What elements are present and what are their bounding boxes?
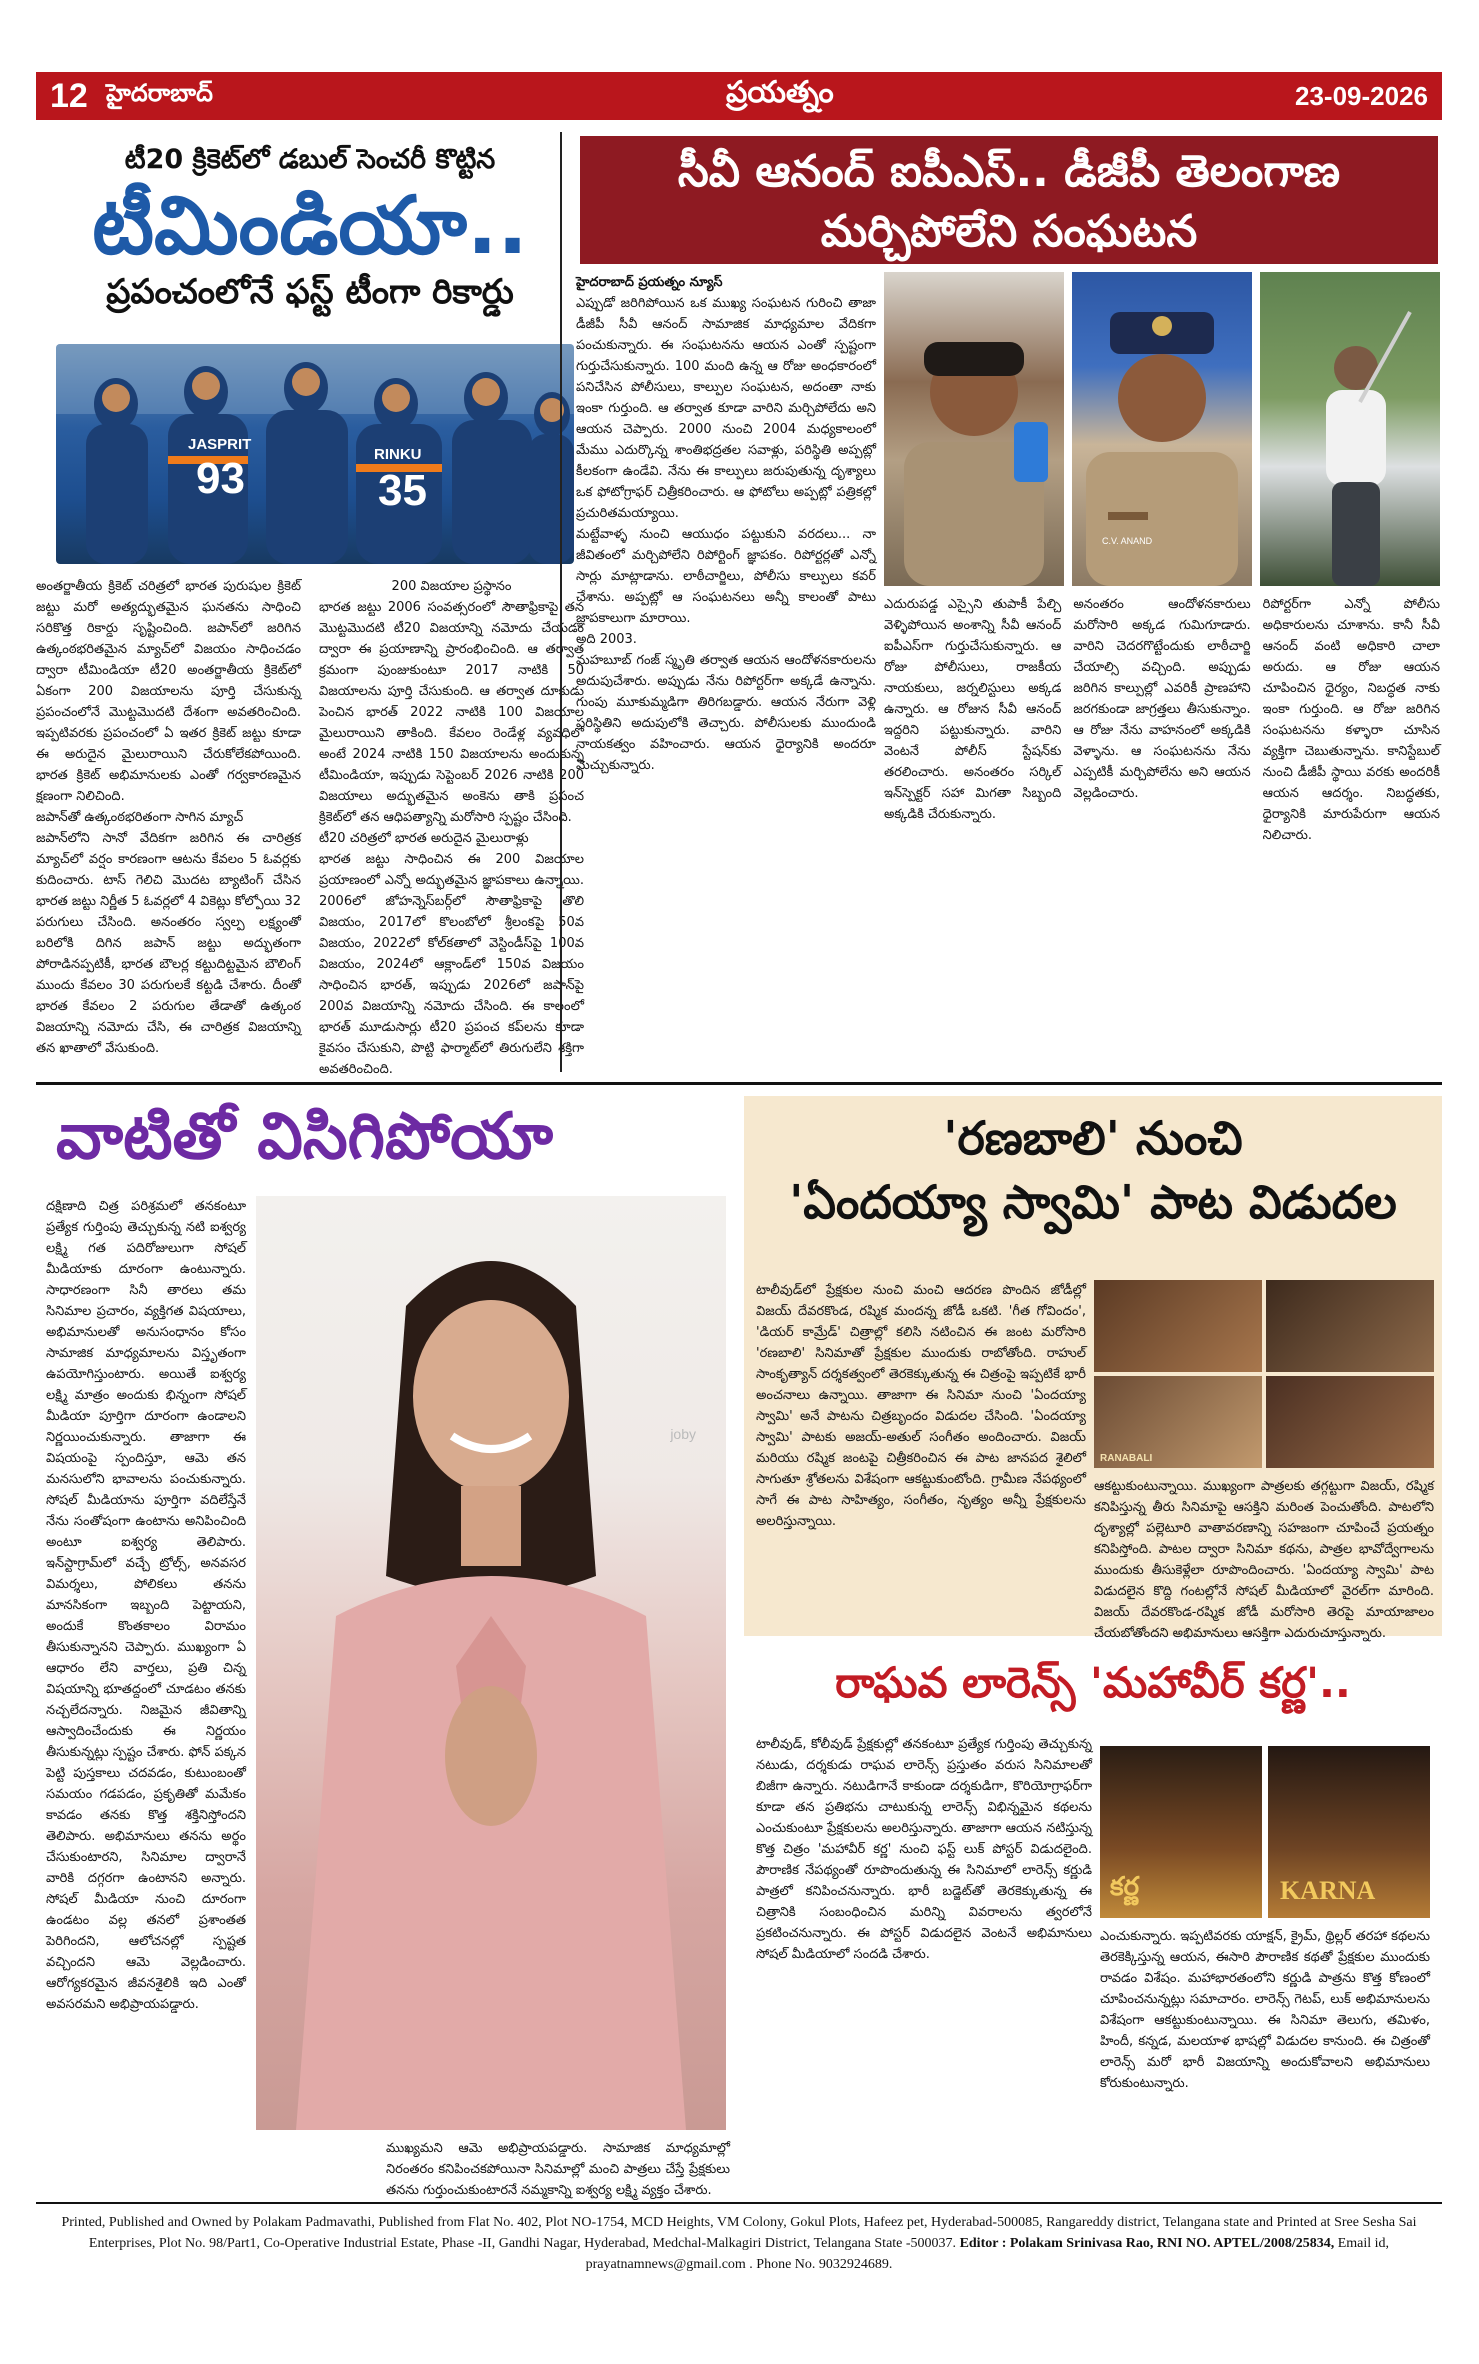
anand-dateline: హైదరాబాద్ ప్రయత్నం న్యూస్ bbox=[576, 275, 723, 290]
jersey-number-2: 35 bbox=[378, 466, 427, 515]
poster-title-telugu: కర్ణ bbox=[1110, 1872, 1139, 1902]
aishwarya-headline: వాటితో విసిగిపోయా bbox=[56, 1100, 553, 1174]
anand-column-3: రిపోర్టర్‌గా ఎన్నో పోలీసు అధికారులను చూశాను. కానీ సీవీ ఆనంద్ వంటి అధికారి చాలా అరుదు. ఆ రోజు ఆయన చూపించిన ధైర్యం, నిబద్ధత నాకు ఇంకా గుర్తుంది. ఆ రోజు జరిగిన సంఘటనను కళ్ళారా చూసిన వ్యక్తిగా చెబుతున్నాను. కానిస్టేబుల్ నుంచి డీజీపీ స్థాయి వరకు అందరికీ ఆయన ఆదర్శం. నిబద్ధతకు, ధైర్యానికి మారుపేరుగా ఆయన నిలిచారు. bbox=[1262, 597, 1440, 843]
lawrence-story bbox=[744, 1650, 1442, 2196]
section-divider bbox=[36, 1082, 1442, 1085]
ranabali-body-1: టాలీవుడ్‌లో ప్రేక్షకుల నుంచి మంచి ఆదరణ పొందిన జోడీల్లో విజయ్ దేవరకొండ, రష్మిక మందన్న జోడీ ఒకటి. 'గీత గోవిందం', 'డియర్ కామ్రేడ్' చిత్రాల్లో కలిసి నటించిన ఈ జంట మరోసారి 'రణబాలి' సినిమాతో ప్రేక్షకుల ముందుకు రాబోతోంది. రాహుల్ సాంకృత్యాన్ దర్శకత్వంలో తెరకెక్కుతున్న ఈ చిత్రంపై ఇప్పటికే భారీ అంచనాలు ఉన్నాయి. తాజాగా ఈ సినిమా నుంచి 'ఏందయ్యా స్వామి' అనే పాటను చిత్రబృందం విడుదల చేసింది. 'ఏందయ్యా స్వామి' పాటకు అజయ్-అతుల్ సంగీతం అందించారు. విజయ్ మరియు రష్మిక జంటపై చిత్రీకరించిన ఈ పాట జానపద శైలిలో సాగుతూ శ్రోతలను విశేషంగా ఆకట్టుకుంటోంది. గ్రామీణ నేపథ్యంలో సాగే ఈ పాట సాహిత్యం, సంగీతం, నృత్యం అన్నీ ప్రేక్షకులను అలరిస్తున్నాయి. bbox=[756, 1283, 1086, 1529]
cricket-subhead-2: 200 విజయాల ప్రస్థానం bbox=[391, 579, 512, 594]
cricket-body bbox=[36, 576, 584, 1080]
cricket-story bbox=[36, 132, 584, 1080]
lawrence-posters bbox=[1100, 1746, 1430, 1918]
lawrence-body-1: టాలీవుడ్, కోలీవుడ్ ప్రేక్షకుల్లో తనకంటూ ప్రత్యేక గుర్తింపు తెచ్చుకున్న నటుడు, దర్శకుడు రాఘవ లారెన్స్ ప్రస్తుతం వరుస సినిమాలతో బిజీగా ఉన్నారు. నటుడిగానే కాకుండా దర్శకుడిగా, కొరియోగ్రాఫర్‌గా కూడా తన ప్రతిభను చాటుకున్న లారెన్స్ విభిన్నమైన కథలను ఎంచుకుంటూ ప్రేక్షకులను అలరిస్తున్నారు. తాజాగా ఆయన నటిస్తున్న కొత్త చిత్రం 'మహావీర్ కర్ణ' నుంచి ఫస్ట్ లుక్ పోస్టర్ విడుదలైంది. పౌరాణిక నేపథ్యంతో రూపొందుతున్న ఈ సినిమాలో లారెన్స్ కర్ణుడి పాత్రలో కనిపించనున్నారు. భారీ బడ్జెట్‌తో తెరకెక్కుతున్న ఈ చిత్రానికి సంబంధించిన మరిన్ని వివరాలను త్వరలోనే ప్రకటించనున్నారు. ఈ పోస్టర్ విడుదలైన వెంటనే అభిమానులు సోషల్ మీడియాలో సందడి చేశారు. bbox=[756, 1737, 1092, 1962]
cricket-kicker: టీ20 క్రికెట్‌లో డబుల్ సెంచరీ కొట్టిన bbox=[124, 144, 496, 175]
lawrence-body-2: ఎంచుకున్నారు. ఇప్పటివరకు యాక్షన్, క్రైమ్, థ్రిల్లర్ తరహా కథలను తెరకెక్కిస్తున్న ఆయన, ఈసారి పౌరాణిక కథతో ప్రేక్షకుల ముందుకు రావడం విశేషం. మహాభారతంలోని కర్ణుడి పాత్రను కొత్త కోణంలో చూపించనున్నట్లు సమాచారం. లారెన్స్ గెటప్, లుక్ అభిమానులను విశేషంగా ఆకట్టుకుంటున్నాయి. ఈ సినిమా తెలుగు, తమిళం, హిందీ, కన్నడ, మలయాళ భాషల్లో విడుదల కానుంది. ఈ చిత్రంతో లారెన్స్ మరో భారీ విజయాన్ని అందుకోవాలని అభిమానులు కోరుకుంటున్నారు. bbox=[1100, 1929, 1430, 2091]
cricket-deck: ప్రపంచంలోనే ఫస్ట్ టీంగా రికార్డు bbox=[106, 272, 514, 312]
cricket-subhead-1: జపాన్‌తో ఉత్కంఠభరితంగా సాగిన మ్యాచ్ bbox=[36, 810, 244, 825]
aishwarya-body: దక్షిణాది చిత్ర పరిశ్రమలో తనకంటూ ప్రత్యేక గుర్తింపు తెచ్చుకున్న నటి ఐశ్వర్య లక్ష్మి గత పదిరోజులుగా సోషల్ మీడియాకు దూరంగా ఉంటున్నారు. సాధారణంగా సినీ తారలు తమ సినిమాల ప్రచారం, వ్యక్తిగత విషయాలు, అభిమానులతో అనుసంధానం కోసం సామాజిక మాధ్యమాలను విస్తృతంగా ఉపయోగిస్తుంటారు. అయితే ఐశ్వర్య లక్ష్మి మాత్రం అందుకు భిన్నంగా సోషల్ మీడియా పూర్తిగా దూరంగా ఉండాలని నిర్ణయించుకున్నారు. తాజాగా ఈ విషయంపై స్పందిస్తూ, ఆమె తన మనసులోని భావాలను పంచుకున్నారు. సోషల్ మీడియాను పూర్తిగా వదిలేస్తేనే నేను సంతోషంగా ఉంటాను అనిపించింది అంటూ ఐశ్వర్య తెలిపారు. ఇన్‌స్టాగ్రామ్‌లో వచ్చే ట్రోల్స్, అనవసర విమర్శలు, పోలికలు తనను మానసికంగా ఇబ్బంది పెట్టాయని, అందుకే కొంతకాలం విరామం తీసుకున్నానని చెప్పారు. ముఖ్యంగా ఏ ఆధారం లేని వార్తలు, ప్రతి చిన్న విషయాన్ని భూతద్దంలో చూడటం తనకు నచ్చలేదన్నారు. నిజమైన జీవితాన్ని ఆస్వాదించేందుకు ఈ నిర్ణయం తీసుకున్నట్లు స్పష్టం చేశారు. ఫోన్ పక్కన పెట్టి పుస్తకాలు చదవడం, కుటుంబంతో సమయం గడపడం, ప్రకృతితో మమేకం కావడం తనకు కొత్త శక్తినిస్తోందని తెలిపారు. అభిమానులు తనను అర్థం చేసుకుంటారని, సినిమాల ద్వారానే వారికి దగ్గరగా ఉంటానని అన్నారు. సోషల్ మీడియా నుంచి దూరంగా ఉండటం వల్ల తనలో ప్రశాంతత పెరిగిందని, ఆలోచనల్లో స్పష్టత వచ్చిందని ఆమె వెల్లడించారు. ఆరోగ్యకరమైన జీవనశైలికి ఇది ఎంతో అవసరమని అభిప్రాయపడ్డారు. bbox=[46, 1199, 246, 2012]
imprint-editor: Editor : Polakam Srinivasa Rao, bbox=[959, 2236, 1154, 2251]
aishwarya-caption: ముఖ్యమని ఆమె అభిప్రాయపడ్డారు. సామాజిక మాధ్యమాల్లో నిరంతరం కనిపించకపోయినా సినిమాల్లో మంచి పాత్రలు చేస్తే ప్రేక్షకులు తనను గుర్తుంచుకుంటారనే నమ్మకాన్ని ఐశ్వర్య లక్ష్మి వ్యక్తం చేశారు. bbox=[386, 2141, 730, 2198]
ranabali-body-2: ఆకట్టుకుంటున్నాయి. ముఖ్యంగా పాత్రలకు తగ్గట్టుగా విజయ్, రష్మిక కనిపిస్తున్న తీరు సినిమాపై ఆసక్తిని మరింత పెంచుతోంది. పాటలోని దృశ్యాల్లో పల్లెటూరి వాతావరణాన్ని సహజంగా చూపించే ప్రయత్నం కనిపిస్తోంది. పాటల ద్వారా సినిమా కథను, పాత్రల భావోద్వేగాలను ముందుకు తీసుకెళ్లేలా రూపొందించారు. 'ఏందయ్యా స్వామి' పాట విడుదలైన కొద్ది గంటల్లోనే సోషల్ మీడియాలో వైరల్‌గా మారింది. విజయ్ దేవరకొండ-రష్మిక జోడీ మరోసారి తెరపై మాయాజాలం చేయబోతోందని అభిమానులు ఆసక్తిగా ఎదురుచూస్తున్నారు. bbox=[1094, 1479, 1434, 1641]
city-label: హైదరాబాద్ bbox=[106, 79, 213, 107]
anand-photo-uniform-figure bbox=[1072, 272, 1252, 586]
ranabali-photo-collage bbox=[1094, 1280, 1434, 1468]
imprint-rni: RNI NO. APTEL/2008/25834, bbox=[1156, 2236, 1335, 2251]
aishwarya-photo-figure bbox=[256, 1196, 726, 2130]
anand-photo-tag: C.V. ANAND bbox=[1102, 536, 1153, 546]
cricket-photo-figures bbox=[56, 344, 574, 564]
anand-headline-line-1: సీవీ ఆనంద్ ఐపీఎస్.. డీజీపీ తెలంగాణ bbox=[677, 146, 1341, 197]
anand-photo-golf-figure bbox=[1260, 272, 1440, 586]
anand-year: అది 2003. bbox=[576, 632, 637, 647]
cricket-subhead-3: టీ20 చరిత్రలో భారత అరుదైన మైలురాళ్లు bbox=[319, 831, 529, 846]
lawrence-headline: రాఘవ లారెన్స్ 'మహావీర్ కర్ణ'.. bbox=[835, 1658, 1351, 1707]
cricket-column-2 bbox=[319, 576, 584, 1080]
cricket-team-photo bbox=[56, 344, 574, 564]
ranabali-badge: RANABALI bbox=[1100, 1453, 1153, 1464]
anand-photo-uniform bbox=[1072, 272, 1252, 586]
imprint-contact: Email id, prayatnamnews@gmail.com . Phone No. 9032924689. bbox=[585, 2236, 1390, 2272]
cricket-column-1 bbox=[36, 576, 301, 1080]
ranabali-still-2 bbox=[1266, 1280, 1434, 1372]
anand-body bbox=[884, 594, 1440, 846]
cricket-paragraph-2: జపాన్‌లోని సానో వేదికగా జరిగిన ఈ చారిత్రక మ్యాచ్‌లో వర్షం కారణంగా ఆటను కేవలం 5 ఓవర్లకు కుదించారు. టాస్ గెలిచి మొదట బ్యాటింగ్ చేసిన భారత జట్టు నిర్ణీత 5 ఓవర్లలో 4 వికెట్లు కోల్పోయి 32 పరుగులు చేసింది. అనంతరం స్వల్ప లక్ష్యంతో బరిలోకి దిగిన జపాన్ జట్టు అద్భుతంగా పోరాడినప్పటికీ, భారత బౌలర్ల కట్టుదిట్టమైన బౌలింగ్ ముందు కేవలం 30 పరుగులకే కట్టడి చేశారు. దీంతో భారత కేవలం 2 పరుగుల తేడాతో ఉత్కంఠ విజయాన్ని నమోదు చేసి, ఈ చారిత్రక విజయాన్ని తన ఖాతాలో వేసుకుంది. bbox=[36, 831, 301, 1056]
imprint-footer bbox=[36, 2202, 1442, 2274]
anand-paragraph-3: మహబూబ్ గంజ్ స్మృతి తర్వాత ఆయన ఆందోళనకారులను అదుపుచేశారు. అప్పుడు నేను రిపోర్టర్‌గా అక్కడే ఉన్నాను. గుంపు మూకుమ్మడిగా తిరిగబడ్డారు. ఆయన నేరుగా వెళ్లి పరిస్థితిని అదుపులోకి తెచ్చారు. పోలీసులకు ముందుండి నాయకత్వం వహించారు. ఆయన ధైర్యానికి అందరూ మెచ్చుకున్నారు. bbox=[576, 653, 876, 773]
jersey-number-1: 93 bbox=[196, 454, 245, 503]
newspaper-brand: ప్రయత్నం bbox=[726, 75, 834, 110]
jersey-name-2: RINKU bbox=[374, 446, 422, 463]
ranabali-headline-line-2: 'ఏందయ్యా స్వామి' పాట విడుదల bbox=[789, 1175, 1397, 1229]
aishwarya-photo bbox=[256, 1196, 726, 2130]
anand-paragraph-1: ఎప్పుడో జరిగిపోయిన ఒక ముఖ్య సంఘటన గురించి తాజా డీజీపీ సీవీ ఆనంద్ సామాజిక మాధ్యమాల వేదికగా పంచుకున్నారు. ఈ సంఘటనను ఆయన ఎంతో స్పష్టంగా గుర్తుచేసుకున్నారు. 100 మంది ఉన్న ఆ రోజు అంధకారంలో పనిచేసిన పోలీసులు, కాల్పుల సంఘటన, అదంతా నాకు ఇంకా గుర్తుంది. ఆ తర్వాత కూడా వారిని మర్చిపోలేదు అని ఆయన చెప్పారు. 2000 నుంచి 2004 మధ్యకాలంలో మేము ఎదుర్కొన్న శాంతిభద్రతల సవాళ్లు, పరిస్థితి అప్పట్లో కీలకంగా ఉండేవి. నేను ఈ కాల్పులు జరుపుతున్న దృశ్యాలు ఒక ఫోటోగ్రాఫర్ చిత్రీకరించారు. ఆ ఫోటోలు అప్పట్లో పత్రికల్లో ప్రచురితమయ్యాయి. bbox=[576, 296, 876, 521]
ranabali-still-3 bbox=[1094, 1376, 1262, 1468]
anand-column-2: అనంతరం ఆందోళనకారులు మరోసారి అక్కడ గుమిగూడారు. వారిని చెదరగొట్టేందుకు లాఠీచార్జి చేయాల్సి వచ్చింది. అప్పుడు జరిగిన కాల్పుల్లో ఎవరికీ ప్రాణహాని జరగకుండా జాగ్రత్తలు తీసుకున్నాం. ఆ రోజు నేను వాహనంలో అక్కడికి వెళ్ళాను. ఆ సంఘటనను నేను ఎప్పటికీ మర్చిపోలేను అని ఆయన వెల్లడించారు. bbox=[1073, 597, 1251, 801]
ranabali-headline bbox=[744, 1096, 1442, 1234]
ranabali-still-4 bbox=[1266, 1376, 1434, 1468]
cricket-paragraph-3: భారత జట్టు 2006 సంవత్సరంలో సౌతాఫ్రికాపై తన మొట్టమొదటి టీ20 విజయాన్ని నమోదు చేయడం ద్వారా ఈ ప్రయాణాన్ని ప్రారంభించింది. ఆ తర్వాత క్రమంగా పుంజుకుంటూ 2017 నాటికి 50 విజయాలను పూర్తి చేసుకుంది. ఆ తర్వాత దూకుడు పెంచిన భారత్ 2022 నాటికి 100 విజయాల మైలురాయిని తాకింది. కేవలం రెండేళ్ల వ్యవధిలో అంటే 2024 నాటికి 150 విజయాలను అందుకున్న టీమిండియా, ఇప్పుడు సెప్టెంబర్ 2026 నాటికి 200 విజయాలు అద్భుతమైన అంకెను తాకి ప్రపంచ క్రికెట్‌లో తన ఆధిపత్యాన్ని మరోసారి స్పష్టం చేసింది. bbox=[319, 600, 584, 825]
jersey-name-1: JASPRIT bbox=[188, 436, 252, 453]
cricket-paragraph-4: భారత జట్టు సాధించిన ఈ 200 విజయాల ప్రయాణంలో ఎన్నో అద్భుతమైన జ్ఞాపకాలు ఉన్నాయి. 2006లో జోహన్నెస్‌బర్గ్‌లో సౌతాఫ్రికాపై తొలి విజయం, 2017లో కొలంబోలో శ్రీలంకపై 50వ విజయం, 2022లో కోల్‌కతాలో వెస్టిండీస్‌పై 100వ విజయం, 2024లో ఆక్లాండ్‌లో 150వ విజయం సాధించిన భారత్, ఇప్పుడు 2026లో జపాన్‌పై 200వ విజయాన్ని నమోదు చేసింది. ఈ కాలంలో భారత్ మూడుసార్లు టీ20 ప్రపంచ కప్‌లను కూడా కైవసం చేసుకుని, పొట్టి ఫార్మాట్‌లో తిరుగులేని శక్తిగా అవతరించింది. bbox=[319, 852, 584, 1077]
ranabali-still-1 bbox=[1094, 1280, 1262, 1372]
anand-left-column bbox=[576, 272, 876, 776]
anand-story bbox=[560, 132, 1442, 1072]
anand-banner bbox=[580, 136, 1438, 264]
photo-watermark: joby bbox=[670, 1426, 696, 1442]
aishwarya-story bbox=[36, 1096, 736, 2196]
imprint-text: Printed, Published and Owned by Polakam Padmavathi, Published from Flat No. 402, Plot NO-1754, MCD Heights, VM Colony, Gokul Plots, Hafeez pet, Hyderabad-500085, Rangareddy district, Telangana state and Printed at Sree Sesha Sai Enterprises, Plot No. 98/Part1, Co-Operative Industrial Estate, Phase -II, Gandhi Nagar, Hyderabad, Medchal-Malkagiri District, Telangana State -500037. bbox=[61, 2215, 1417, 2251]
lawrence-poster-telugu bbox=[1100, 1746, 1262, 1918]
anand-photo-young bbox=[884, 272, 1064, 586]
ranabali-headline-line-1: 'రణబాలి' నుంచి bbox=[943, 1111, 1243, 1165]
poster-title-english: KARNA bbox=[1280, 1876, 1376, 1905]
page-number: 12 bbox=[50, 76, 88, 115]
anand-headline-line-2: మర్చిపోలేని సంఘటన bbox=[820, 206, 1198, 257]
anand-paragraph-2: మట్టేవాళ్ళ నుంచి ఆయుధం పట్టుకుని వరదలు... నా జీవితంలో మర్చిపోలేని రిపోర్టింగ్ జ్ఞాపకం. రిపోర్టర్లతో ఎన్నో సార్లు మాట్లాడాను. లాఠీచార్జిలు, పోలీసు కాల్పులు కవర్ చేశాను. అప్పట్లో ఆ సంఘటనలు అన్నీ కాలంతో పాటు జ్ఞాపకాలుగా మారాయి. bbox=[576, 527, 876, 626]
anand-photo-golf bbox=[1260, 272, 1440, 586]
cricket-paragraph-1: అంతర్జాతీయ క్రికెట్ చరిత్రలో భారత పురుషుల క్రికెట్ జట్టు మరో అత్యద్భుతమైన ఘనతను సాధించి సరికొత్త రికార్డు సృష్టించింది. జపాన్‌లో జరిగిన ఉత్కంఠభరితమైన మ్యాచ్‌లో విజయం సాధించడం ద్వారా టీమిండియా టీ20 అంతర్జాతీయ క్రికెట్‌లో ఏకంగా 200 విజయాలను పూర్తి చేసుకున్న ప్రపంచంలోనే మొట్టమొదటి దేశంగా అవతరించింది. ఇప్పటివరకు ప్రపంచంలో ఏ ఇతర క్రికెట్ జట్టు కూడా ఈ అరుదైన మైలురాయిని చేరుకోలేకపోయింది. భారత క్రికెట్ అభిమానులకు ఎంతో గర్వకారణమైన క్షణంగా నిలిచింది. bbox=[36, 579, 301, 804]
anand-photo-young-figure bbox=[884, 272, 1064, 586]
anand-photo-strip bbox=[884, 272, 1440, 586]
ranabali-story bbox=[744, 1096, 1442, 1641]
cricket-headline: టీమిండియా.. bbox=[92, 179, 528, 272]
lawrence-poster-english bbox=[1268, 1746, 1430, 1918]
masthead bbox=[36, 72, 1442, 120]
anand-column-1: ఎదురుపడ్డ ఎస్సైని తుపాకీ పేల్చి వెళ్ళిపోయిన అంశాన్ని సీవీ ఆనంద్ ఐపీఎస్‌గా గుర్తుచేసుకున్నారు. ఆ రోజు పోలీసులు, రాజకీయ నాయకులు, జర్నలిస్టులు అక్కడ ఉన్నారు. ఆ రోజున సీవీ ఆనంద్ ఇద్దరిని పట్టుకున్నారు. వారిని వెంటనే పోలీస్ స్టేషన్‌కు తరలించారు. అనంతరం సర్కిల్ ఇన్‌స్పెక్టర్ సహా మిగతా సిబ్బంది అక్కడికి చేరుకున్నారు. bbox=[884, 597, 1062, 822]
issue-date: 23-09-2026 bbox=[1295, 80, 1428, 111]
